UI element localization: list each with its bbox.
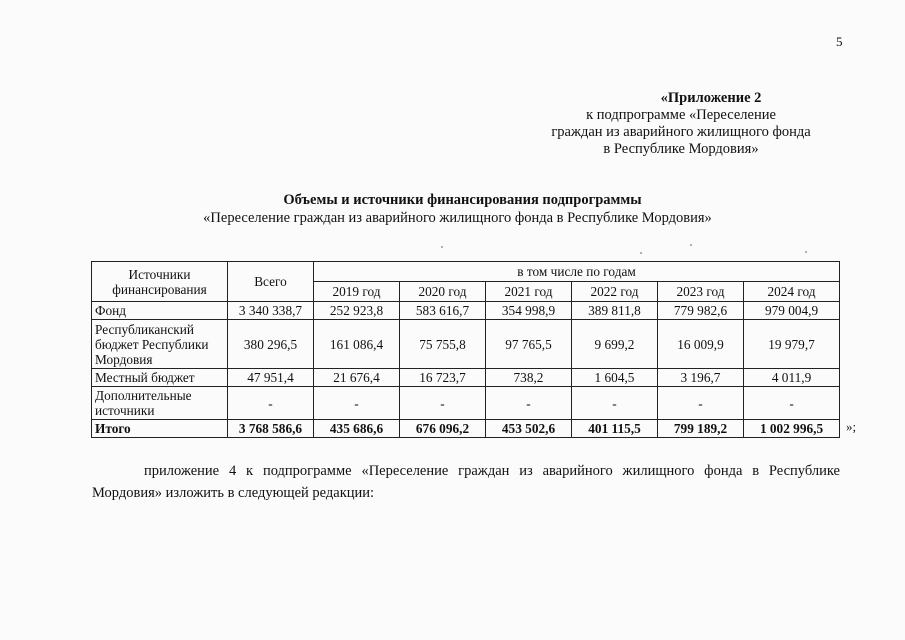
row-value: - — [486, 387, 572, 420]
row-value: 435 686,6 — [314, 420, 400, 438]
row-value: 1 604,5 — [572, 369, 658, 387]
row-value: 16 009,9 — [658, 320, 744, 369]
row-label: Местный бюджет — [92, 369, 228, 387]
row-value: - — [658, 387, 744, 420]
header-year: 2019 год — [314, 282, 400, 302]
scan-speck — [805, 251, 807, 253]
header-year: 2023 год — [658, 282, 744, 302]
table-row — [92, 302, 840, 320]
row-value: 3 196,7 — [658, 369, 744, 387]
row-value: 9 699,2 — [572, 320, 658, 369]
row-value: 583 616,7 — [400, 302, 486, 320]
row-label: Дополнительные источники — [92, 387, 228, 420]
row-value: 19 979,7 — [744, 320, 840, 369]
heading-title: Объемы и источники финансирования подпрограммы — [283, 192, 642, 208]
appendix-line: в Республике Мордовия» — [603, 141, 759, 157]
table-row — [92, 387, 840, 420]
header-total: Всего — [228, 262, 314, 302]
row-value: 161 086,4 — [314, 320, 400, 369]
header-year: 2022 год — [572, 282, 658, 302]
row-value: 252 923,8 — [314, 302, 400, 320]
row-value: 354 998,9 — [486, 302, 572, 320]
row-value: - — [314, 387, 400, 420]
row-value: - — [400, 387, 486, 420]
row-value: 453 502,6 — [486, 420, 572, 438]
header-year: 2020 год — [400, 282, 486, 302]
row-value: 401 115,5 — [572, 420, 658, 438]
row-value: - — [572, 387, 658, 420]
appendix-line: граждан из аварийного жилищного фонда — [551, 124, 811, 140]
row-value: 979 004,9 — [744, 302, 840, 320]
document-heading — [0, 191, 905, 227]
scan-speck — [441, 246, 443, 248]
row-value: 779 982,6 — [658, 302, 744, 320]
row-label: Республиканский бюджет Республики Мордовия — [92, 320, 228, 369]
heading-subtitle: «Переселение граждан из аварийного жилищного фонда в Республике Мордовия» — [203, 210, 712, 226]
row-value: 16 723,7 — [400, 369, 486, 387]
appendix-block — [521, 90, 841, 158]
row-value: 4 011,9 — [744, 369, 840, 387]
table-closing-mark: »; — [846, 419, 857, 434]
header-year: 2021 год — [486, 282, 572, 302]
financing-table — [91, 261, 840, 438]
body-paragraph: приложение 4 к подпрограмме «Переселение граждан из аварийного жилищного фонда в Республике Мордовия» изложить в следующей редакции: — [92, 463, 840, 501]
row-value: 738,2 — [486, 369, 572, 387]
row-value: 799 189,2 — [658, 420, 744, 438]
header-years-group: в том числе по годам — [314, 262, 840, 282]
scan-speck — [690, 244, 692, 246]
row-label: Итого — [92, 420, 228, 438]
table-row — [92, 369, 840, 387]
row-value: 21 676,4 — [314, 369, 400, 387]
row-value: 676 096,2 — [400, 420, 486, 438]
row-value: 1 002 996,5 — [744, 420, 840, 438]
row-total: 3 340 338,7 — [228, 302, 314, 320]
appendix-line: к подпрограмме «Переселение — [586, 107, 776, 123]
row-label: Фонд — [92, 302, 228, 320]
appendix-title: «Приложение 2 — [660, 90, 762, 106]
row-value: 389 811,8 — [572, 302, 658, 320]
header-source: Источники финансирования — [92, 262, 228, 302]
page-number: 5 — [836, 34, 843, 49]
table-row-total — [92, 420, 840, 438]
scan-speck — [640, 252, 642, 254]
row-total: 380 296,5 — [228, 320, 314, 369]
row-total: 3 768 586,6 — [228, 420, 314, 438]
header-year: 2024 год — [744, 282, 840, 302]
row-value: - — [744, 387, 840, 420]
row-value: 75 755,8 — [400, 320, 486, 369]
row-total: 47 951,4 — [228, 369, 314, 387]
row-total: - — [228, 387, 314, 420]
row-value: 97 765,5 — [486, 320, 572, 369]
table-row — [92, 320, 840, 369]
